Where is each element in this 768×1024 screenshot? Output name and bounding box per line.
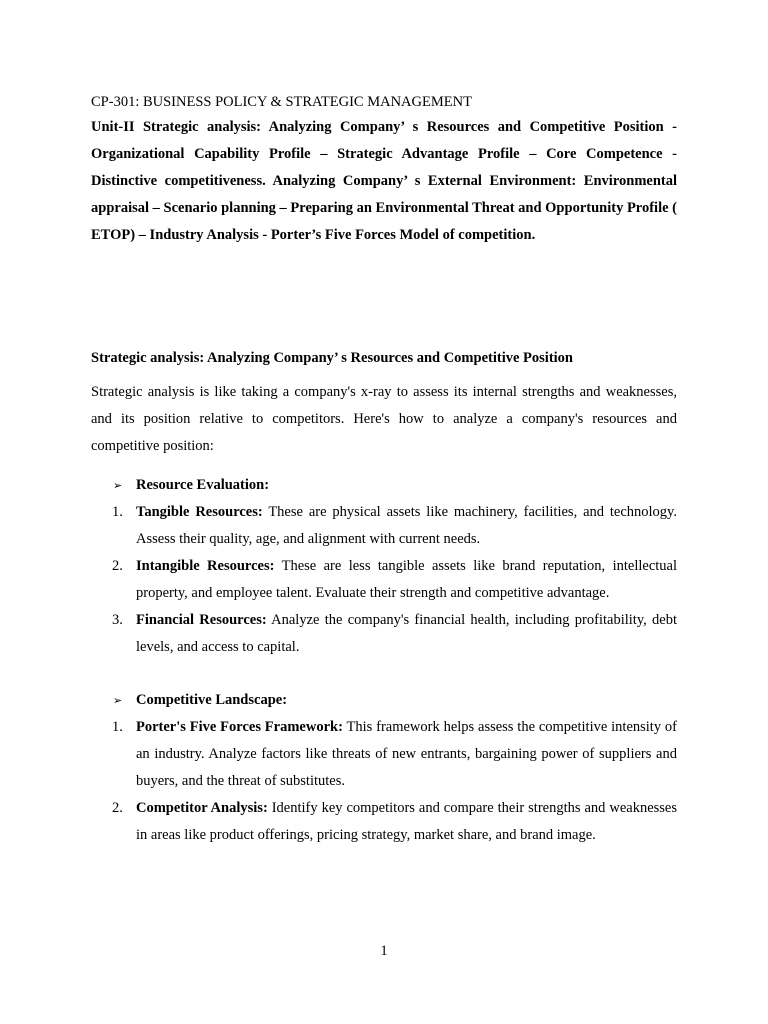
list-item bbox=[91, 795, 677, 849]
numbered-list bbox=[91, 499, 677, 661]
item-text: These are physical assets like machinery, facilities, and technology. Assess their quality, age, and alignment with current needs. bbox=[136, 504, 677, 547]
bullet-heading bbox=[91, 472, 677, 499]
arrow-bullet-icon: ➢ bbox=[113, 694, 123, 707]
item-term: Competitor Analysis: bbox=[136, 800, 268, 816]
item-term: Tangible Resources: bbox=[136, 504, 263, 520]
resource-evaluation-group bbox=[91, 472, 677, 661]
item-number: 1. bbox=[112, 504, 123, 520]
item-text: This framework helps assess the competitive intensity of an industry. Analyze factors like threats of new entrants, bargaining power of suppliers and buyers, and the threat of substitutes. bbox=[136, 719, 677, 789]
numbered-list bbox=[91, 714, 677, 849]
item-number: 3. bbox=[112, 612, 123, 628]
course-title: CP-301: BUSINESS POLICY & STRATEGIC MANAGEMENT bbox=[91, 94, 472, 110]
bullet-heading-label: Resource Evaluation: bbox=[136, 477, 270, 493]
item-term: Financial Resources: bbox=[136, 612, 267, 628]
bullet-heading-label: Competitive Landscape: bbox=[136, 692, 288, 708]
page-number: 1 bbox=[380, 943, 388, 959]
section-heading: Strategic analysis: Analyzing Company’ s Resources and Competitive Position bbox=[91, 350, 573, 366]
item-text: Identify key competitors and compare their strengths and weaknesses in areas like product offerings, pricing strategy, market share, and brand image. bbox=[136, 800, 677, 843]
list-item bbox=[91, 607, 677, 661]
item-number: 2. bbox=[112, 800, 123, 816]
unit-syllabus: Unit-II Strategic analysis: Analyzing Company’ s Resources and Competitive Position - Organizational Capability Profile – Strategic Advantage Profile – Core Competence - Distinctive competitiveness. Analyzing Company’ s External Environment: Environmental appraisal – Scenario planning – Preparing an Environmental Threat and Opportunity Profile ( ETOP) – Industry Analysis - Porter’s Five Forces Model of competition. bbox=[91, 119, 677, 243]
item-term: Intangible Resources: bbox=[136, 558, 275, 574]
item-number: 1. bbox=[112, 719, 123, 735]
document-page bbox=[91, 92, 677, 849]
section-intro: Strategic analysis is like taking a company's x-ray to assess its internal strengths and weaknesses, and its position relative to competitors. Here's how to analyze a company's resources and competitive position: bbox=[91, 384, 677, 454]
item-term: Porter's Five Forces Framework: bbox=[136, 719, 343, 735]
item-text: Analyze the company's financial health, including profitability, debt levels, and access to capital. bbox=[136, 612, 677, 655]
list-item bbox=[91, 714, 677, 795]
item-number: 2. bbox=[112, 558, 123, 574]
competitive-landscape-group bbox=[91, 687, 677, 849]
item-text: These are less tangible assets like brand reputation, intellectual property, and employee talent. Evaluate their strength and competitive advantage. bbox=[136, 558, 677, 601]
list-item bbox=[91, 499, 677, 553]
bullet-heading bbox=[91, 687, 677, 714]
list-item bbox=[91, 553, 677, 607]
arrow-bullet-icon: ➢ bbox=[113, 479, 123, 492]
